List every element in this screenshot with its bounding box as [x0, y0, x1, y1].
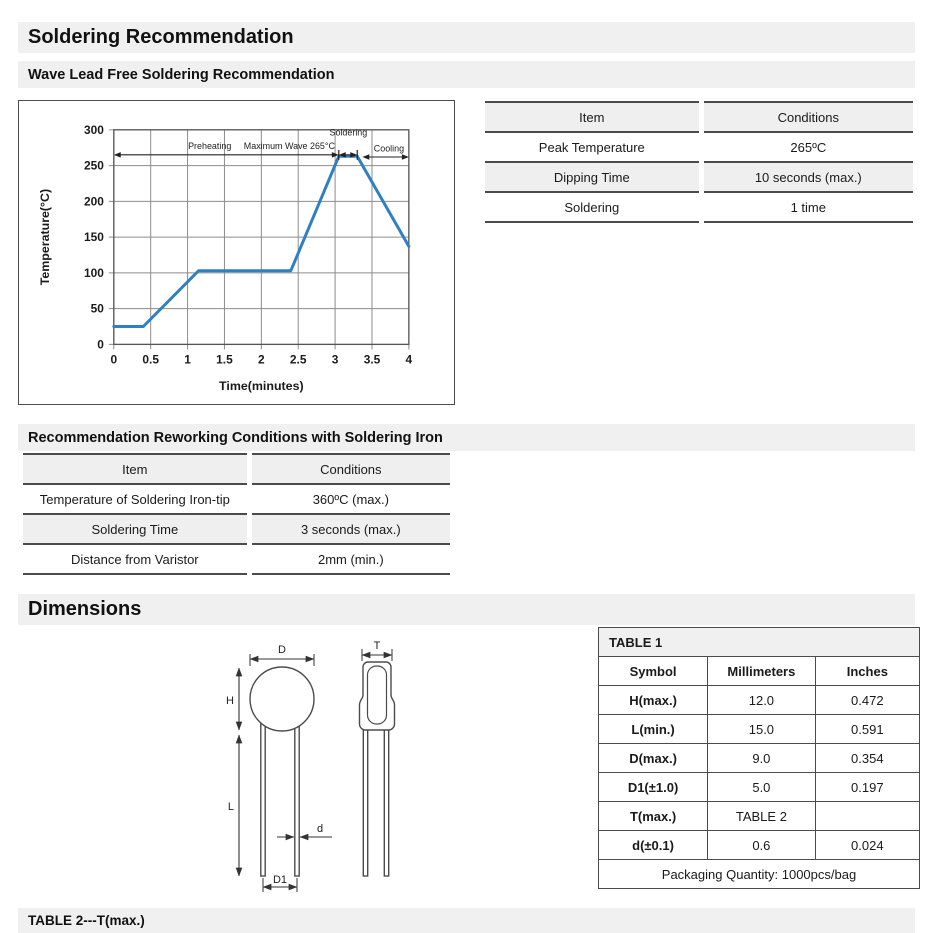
x-tick-label: 2.5	[289, 352, 307, 367]
solder-profile-chart	[19, 101, 454, 404]
dimension-label-T: T	[373, 640, 381, 652]
table-row	[599, 773, 920, 802]
x-tick-label: 0	[110, 352, 118, 367]
table-cell: T(max.)	[599, 802, 708, 831]
table-cell: 360ºC (max.)	[252, 485, 450, 515]
table-cell: H(max.)	[599, 686, 708, 715]
table-cell: Distance from Varistor	[23, 545, 247, 575]
x-axis-title: Time(minutes)	[219, 379, 304, 394]
x-tick-label: 1	[184, 352, 191, 367]
dimension-label-D1: D1	[272, 874, 288, 886]
y-axis-title: Temperature(°C)	[38, 188, 53, 286]
col-header-item: Item	[485, 101, 699, 133]
table-cell: Soldering Time	[23, 515, 247, 545]
rework-conditions-table	[18, 453, 455, 575]
x-tick-label: 3	[331, 352, 339, 367]
varistor-coating-side	[360, 662, 395, 730]
rework-conditions-table-wrap	[18, 453, 455, 575]
dimension-label-D: D	[278, 644, 286, 656]
col-header-conditions: Conditions	[704, 101, 913, 133]
packaging-quantity: Packaging Quantity: 1000pcs/bag	[599, 860, 920, 889]
table-cell: L(min.)	[599, 715, 708, 744]
dimension-label-L: L	[227, 801, 234, 813]
table-cell: 9.0	[708, 744, 816, 773]
phase-annotation-label: Cooling	[373, 143, 405, 154]
col-header-millimeters: Millimeters	[708, 657, 816, 686]
wave-conditions-table-wrap	[480, 101, 918, 223]
table-title: TABLE 1	[599, 628, 920, 657]
dimension-label-d: d	[316, 823, 324, 835]
table-cell: 0.472	[815, 686, 919, 715]
table-cell	[815, 802, 919, 831]
phase-annotation-label: Maximum Wave 265°C	[243, 141, 335, 152]
x-tick-label: 3.5	[363, 352, 381, 367]
table-row	[485, 133, 913, 163]
subsection-heading-rework	[18, 424, 915, 451]
subsection-heading-wave	[18, 61, 915, 88]
table-header-row	[23, 453, 450, 485]
phase-annotation-label: Preheating	[188, 141, 232, 152]
table-row	[599, 831, 920, 860]
table-cell: TABLE 2	[708, 802, 816, 831]
table-cell: 3 seconds (max.)	[252, 515, 450, 545]
y-tick-label: 200	[84, 194, 104, 209]
table-row	[599, 802, 920, 831]
varistor-lead-right	[295, 718, 299, 876]
table-cell: Dipping Time	[485, 163, 699, 193]
wave-conditions-table	[480, 101, 918, 223]
subsection-heading-rework-text: Recommendation Reworking Conditions with Soldering Iron	[28, 429, 443, 446]
arrowhead-left	[114, 152, 121, 158]
table-cell: 15.0	[708, 715, 816, 744]
arrowhead-right	[402, 154, 409, 160]
table-header-row	[599, 657, 920, 686]
table-header-row	[485, 101, 913, 133]
table-cell: 0.6	[708, 831, 816, 860]
table-row	[485, 193, 913, 223]
phase-annotation-label: Soldering	[329, 127, 368, 138]
y-tick-label: 0	[97, 337, 104, 352]
y-tick-label: 300	[84, 122, 104, 137]
varistor-dimension-drawing	[200, 638, 470, 906]
table-cell: Peak Temperature	[485, 133, 699, 163]
subsection-heading-table2-text: TABLE 2---T(max.)	[28, 913, 145, 928]
table-cell: 12.0	[708, 686, 816, 715]
col-header-symbol: Symbol	[599, 657, 708, 686]
table-cell: D(max.)	[599, 744, 708, 773]
table-row	[599, 715, 920, 744]
col-header-inches: Inches	[815, 657, 919, 686]
x-tick-label: 0.5	[142, 352, 159, 367]
table-cell: 2mm (min.)	[252, 545, 450, 575]
table-cell: d(±0.1)	[599, 831, 708, 860]
table-cell: 1 time	[704, 193, 913, 223]
x-tick-label: 2	[258, 352, 265, 367]
table-row	[23, 515, 450, 545]
section-heading-dimensions-text: Dimensions	[28, 598, 142, 620]
section-heading-dimensions	[18, 594, 915, 625]
varistor-disc-front	[250, 667, 314, 731]
table-cell: D1(±1.0)	[599, 773, 708, 802]
table-row	[23, 545, 450, 575]
table-cell: 0.591	[815, 715, 919, 744]
table-cell: 0.197	[815, 773, 919, 802]
col-header-item: Item	[23, 453, 247, 485]
varistor-lead-left-side	[363, 723, 367, 876]
table-cell: 5.0	[708, 773, 816, 802]
dimension-table-wrap	[598, 627, 920, 889]
table-row	[485, 163, 913, 193]
table-row	[599, 744, 920, 773]
arrowhead-left	[362, 154, 369, 160]
table-cell: 265ºC	[704, 133, 913, 163]
varistor-dimension-drawing-panel	[200, 638, 470, 906]
table-cell: Soldering	[485, 193, 699, 223]
y-tick-label: 100	[84, 265, 104, 280]
subsection-heading-wave-text: Wave Lead Free Soldering Recommendation	[28, 66, 335, 83]
solder-profile-chart-panel	[18, 100, 455, 405]
col-header-conditions: Conditions	[252, 453, 450, 485]
table-cell: 0.354	[815, 744, 919, 773]
varistor-lead-right-side	[384, 723, 388, 876]
y-tick-label: 250	[84, 158, 104, 173]
table-cell: 0.024	[815, 831, 919, 860]
y-tick-label: 50	[90, 301, 104, 316]
dimension-label-H: H	[226, 695, 234, 707]
section-heading-soldering-text: Soldering Recommendation	[28, 26, 294, 48]
table-title-row	[599, 628, 920, 657]
dimension-table	[598, 627, 920, 889]
table-row	[23, 485, 450, 515]
varistor-lead-left	[261, 718, 265, 876]
section-heading-soldering	[18, 22, 915, 53]
table-footer-row	[599, 860, 920, 889]
table-row	[599, 686, 920, 715]
x-tick-label: 1.5	[216, 352, 233, 367]
table-cell: 10 seconds (max.)	[704, 163, 913, 193]
table-cell: Temperature of Soldering Iron-tip	[23, 485, 247, 515]
subsection-heading-table2	[18, 908, 915, 933]
y-tick-label: 150	[84, 230, 104, 245]
x-tick-label: 4	[405, 352, 413, 367]
